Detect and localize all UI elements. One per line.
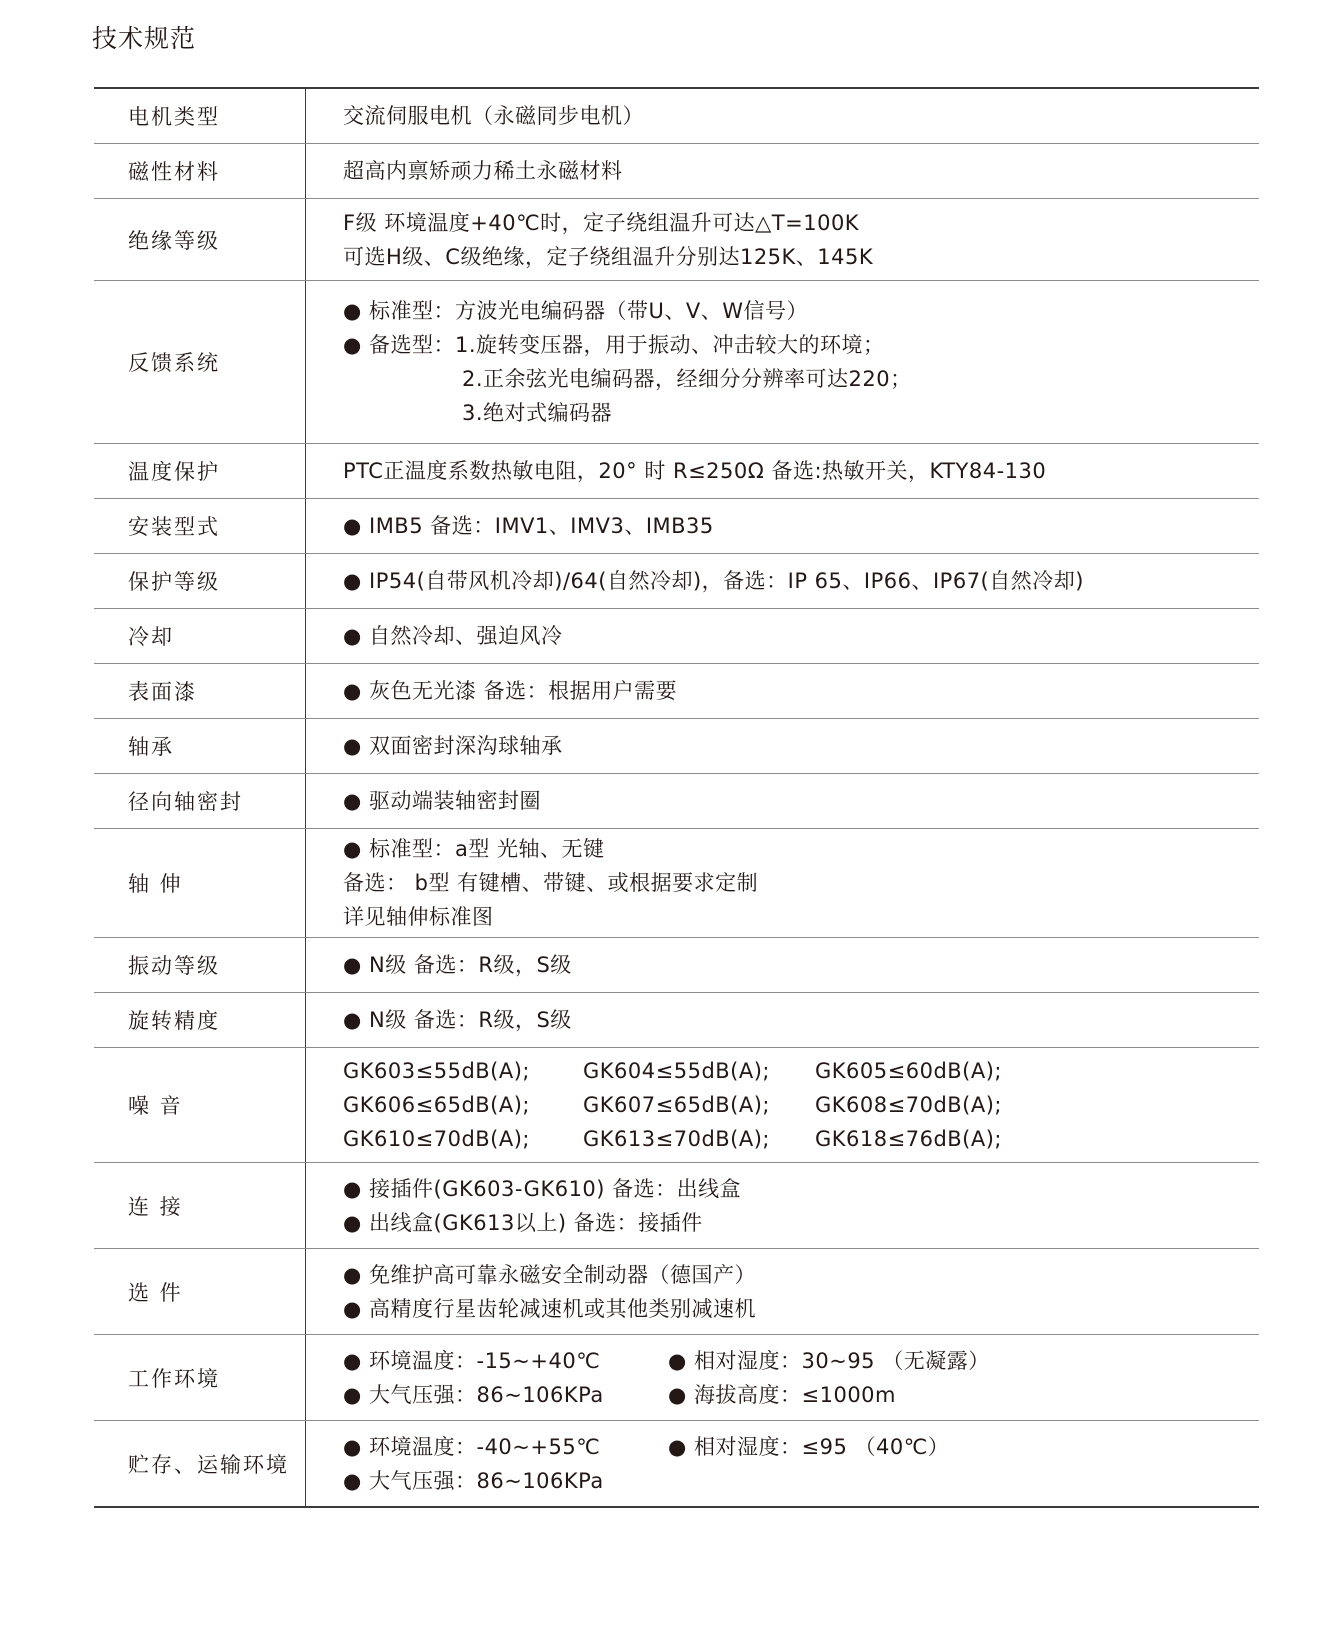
noise-cell: GK607≤65dB(A); <box>583 1093 771 1117</box>
row-connection <box>94 1162 1259 1248</box>
value-line: ● 驱动端装轴密封圈 <box>343 789 541 813</box>
value-line: 可选H级、C级绝缘，定子绕组温升分别达125K、145K <box>343 244 874 269</box>
row-label: 冷却 <box>94 609 306 663</box>
row-label: 工作环境 <box>94 1335 306 1420</box>
env-line <box>343 1430 1259 1464</box>
value-line: 详见轴伸标准图 <box>343 905 494 929</box>
value-line: 交流伺服电机（永磁同步电机） <box>343 104 644 128</box>
row-value <box>306 719 1259 773</box>
row-label: 电机类型 <box>94 89 306 143</box>
value-line: ● N级 备选：R级，S级 <box>343 1008 572 1032</box>
noise-cell: GK610≤70dB(A); <box>343 1127 531 1151</box>
row-value <box>306 609 1259 663</box>
spec-table <box>94 87 1259 1508</box>
row-insulation-class <box>94 198 1259 280</box>
row-working-environment <box>94 1334 1259 1420</box>
row-value <box>306 281 1259 443</box>
value-line: ● 接插件(GK603-GK610) 备选：出线盒 <box>343 1176 742 1201</box>
row-value <box>306 829 1259 937</box>
row-shaft-extension <box>94 828 1259 937</box>
row-label: 连 接 <box>94 1163 306 1248</box>
noise-cell: GK608≤70dB(A); <box>815 1093 1003 1117</box>
page-title: 技术规范 <box>92 24 197 53</box>
row-value <box>306 1163 1259 1248</box>
value-line: ● 备选型：1.旋转变压器，用于振动、冲击较大的环境； <box>343 333 885 357</box>
row-label: 安装型式 <box>94 499 306 553</box>
row-value <box>306 1421 1259 1506</box>
value-line: ● 标准型：a型 光轴、无键 <box>343 837 605 861</box>
row-value <box>306 664 1259 718</box>
row-label: 反馈系统 <box>94 281 306 443</box>
value-line: ● N级 备选：R级，S级 <box>343 953 572 977</box>
value-line: ● 标准型：方波光电编码器（带U、V、W信号） <box>343 299 808 323</box>
row-label: 表面漆 <box>94 664 306 718</box>
value-line: ● 自然冷却、强迫风冷 <box>343 624 563 648</box>
value-line: 2.正余弦光电编码器，经细分分辨率可达220； <box>462 367 912 391</box>
row-value <box>306 554 1259 608</box>
row-label: 轴 伸 <box>94 829 306 937</box>
value-line: F级 环境温度+40℃时，定子绕组温升可达△T=100K <box>343 210 860 235</box>
row-label: 旋转精度 <box>94 993 306 1047</box>
noise-cell: GK605≤60dB(A); <box>815 1059 1003 1083</box>
row-protection-class <box>94 553 1259 608</box>
row-bearing <box>94 718 1259 773</box>
row-label: 振动等级 <box>94 938 306 992</box>
row-value <box>306 993 1259 1047</box>
value-line: ● 免维护高可靠永磁安全制动器（德国产） <box>343 1262 756 1287</box>
row-label: 轴承 <box>94 719 306 773</box>
noise-line <box>343 1054 1259 1088</box>
env-cell: ● 大气压强：86~106KPa <box>343 1468 604 1493</box>
row-temperature-protection <box>94 443 1259 498</box>
env-cell: ● 相对湿度：≤95 （40℃） <box>668 1434 950 1459</box>
value-line: ● 双面密封深沟球轴承 <box>343 734 563 758</box>
env-cell: ● 环境温度：-15~+40℃ <box>343 1348 601 1373</box>
row-options <box>94 1248 1259 1334</box>
noise-cell: GK606≤65dB(A); <box>343 1093 531 1117</box>
value-line: 超高内禀矫顽力稀土永磁材料 <box>343 159 623 183</box>
row-surface-paint <box>94 663 1259 718</box>
value-line: 备选： b型 有键槽、带键、或根据要求定制 <box>343 871 759 895</box>
row-label: 绝缘等级 <box>94 199 306 280</box>
env-cell: ● 大气压强：86~106KPa <box>343 1382 604 1407</box>
row-vibration-class <box>94 937 1259 992</box>
row-label: 径向轴密封 <box>94 774 306 828</box>
env-cell: ● 海拔高度：≤1000m <box>668 1382 896 1407</box>
row-value <box>306 499 1259 553</box>
row-rotation-accuracy <box>94 992 1259 1047</box>
row-label: 贮存、运输环境 <box>94 1421 306 1506</box>
noise-line <box>343 1088 1259 1122</box>
row-label: 温度保护 <box>94 444 306 498</box>
row-value <box>306 89 1259 143</box>
row-value <box>306 1048 1259 1162</box>
row-value <box>306 1335 1259 1420</box>
row-label: 选 件 <box>94 1249 306 1334</box>
noise-cell: GK603≤55dB(A); <box>343 1059 531 1083</box>
row-value <box>306 1249 1259 1334</box>
row-storage-transport-environment <box>94 1420 1259 1506</box>
row-value <box>306 938 1259 992</box>
row-value <box>306 444 1259 498</box>
value-line: ● 高精度行星齿轮减速机或其他类别减速机 <box>343 1296 756 1321</box>
noise-cell: GK618≤76dB(A); <box>815 1127 1003 1151</box>
env-line <box>343 1378 1259 1412</box>
noise-cell: GK613≤70dB(A); <box>583 1127 771 1151</box>
env-cell: ● 相对湿度：30~95 （无凝露） <box>668 1348 990 1373</box>
row-radial-shaft-seal <box>94 773 1259 828</box>
row-noise <box>94 1047 1259 1162</box>
row-mounting-type <box>94 498 1259 553</box>
value-line: ● 灰色无光漆 备选：根据用户需要 <box>343 679 678 703</box>
value-line: 3.绝对式编码器 <box>462 401 613 425</box>
row-value <box>306 774 1259 828</box>
row-label: 保护等级 <box>94 554 306 608</box>
value-line: PTC正温度系数热敏电阻，20° 时 R≤250Ω 备选:热敏开关，KTY84-130 <box>343 459 1047 483</box>
noise-cell: GK604≤55dB(A); <box>583 1059 771 1083</box>
row-label: 磁性材料 <box>94 144 306 198</box>
row-value <box>306 144 1259 198</box>
value-line: ● IP54(自带风机冷却)/64(自然冷却)，备选：IP 65、IP66、IP67(自然冷却) <box>343 569 1084 593</box>
value-line: ● IMB5 备选：IMV1、IMV3、IMB35 <box>343 514 714 538</box>
row-cooling <box>94 608 1259 663</box>
env-line <box>343 1344 1259 1378</box>
env-cell: ● 环境温度：-40~+55℃ <box>343 1434 601 1459</box>
row-label: 噪 音 <box>94 1048 306 1162</box>
noise-line <box>343 1122 1259 1156</box>
value-line: ● 出线盒(GK613以上) 备选：接插件 <box>343 1210 703 1235</box>
row-feedback-system <box>94 280 1259 443</box>
row-magnetic-material <box>94 143 1259 198</box>
row-value <box>306 199 1259 280</box>
env-line <box>343 1464 1259 1498</box>
row-motor-type <box>94 89 1259 143</box>
